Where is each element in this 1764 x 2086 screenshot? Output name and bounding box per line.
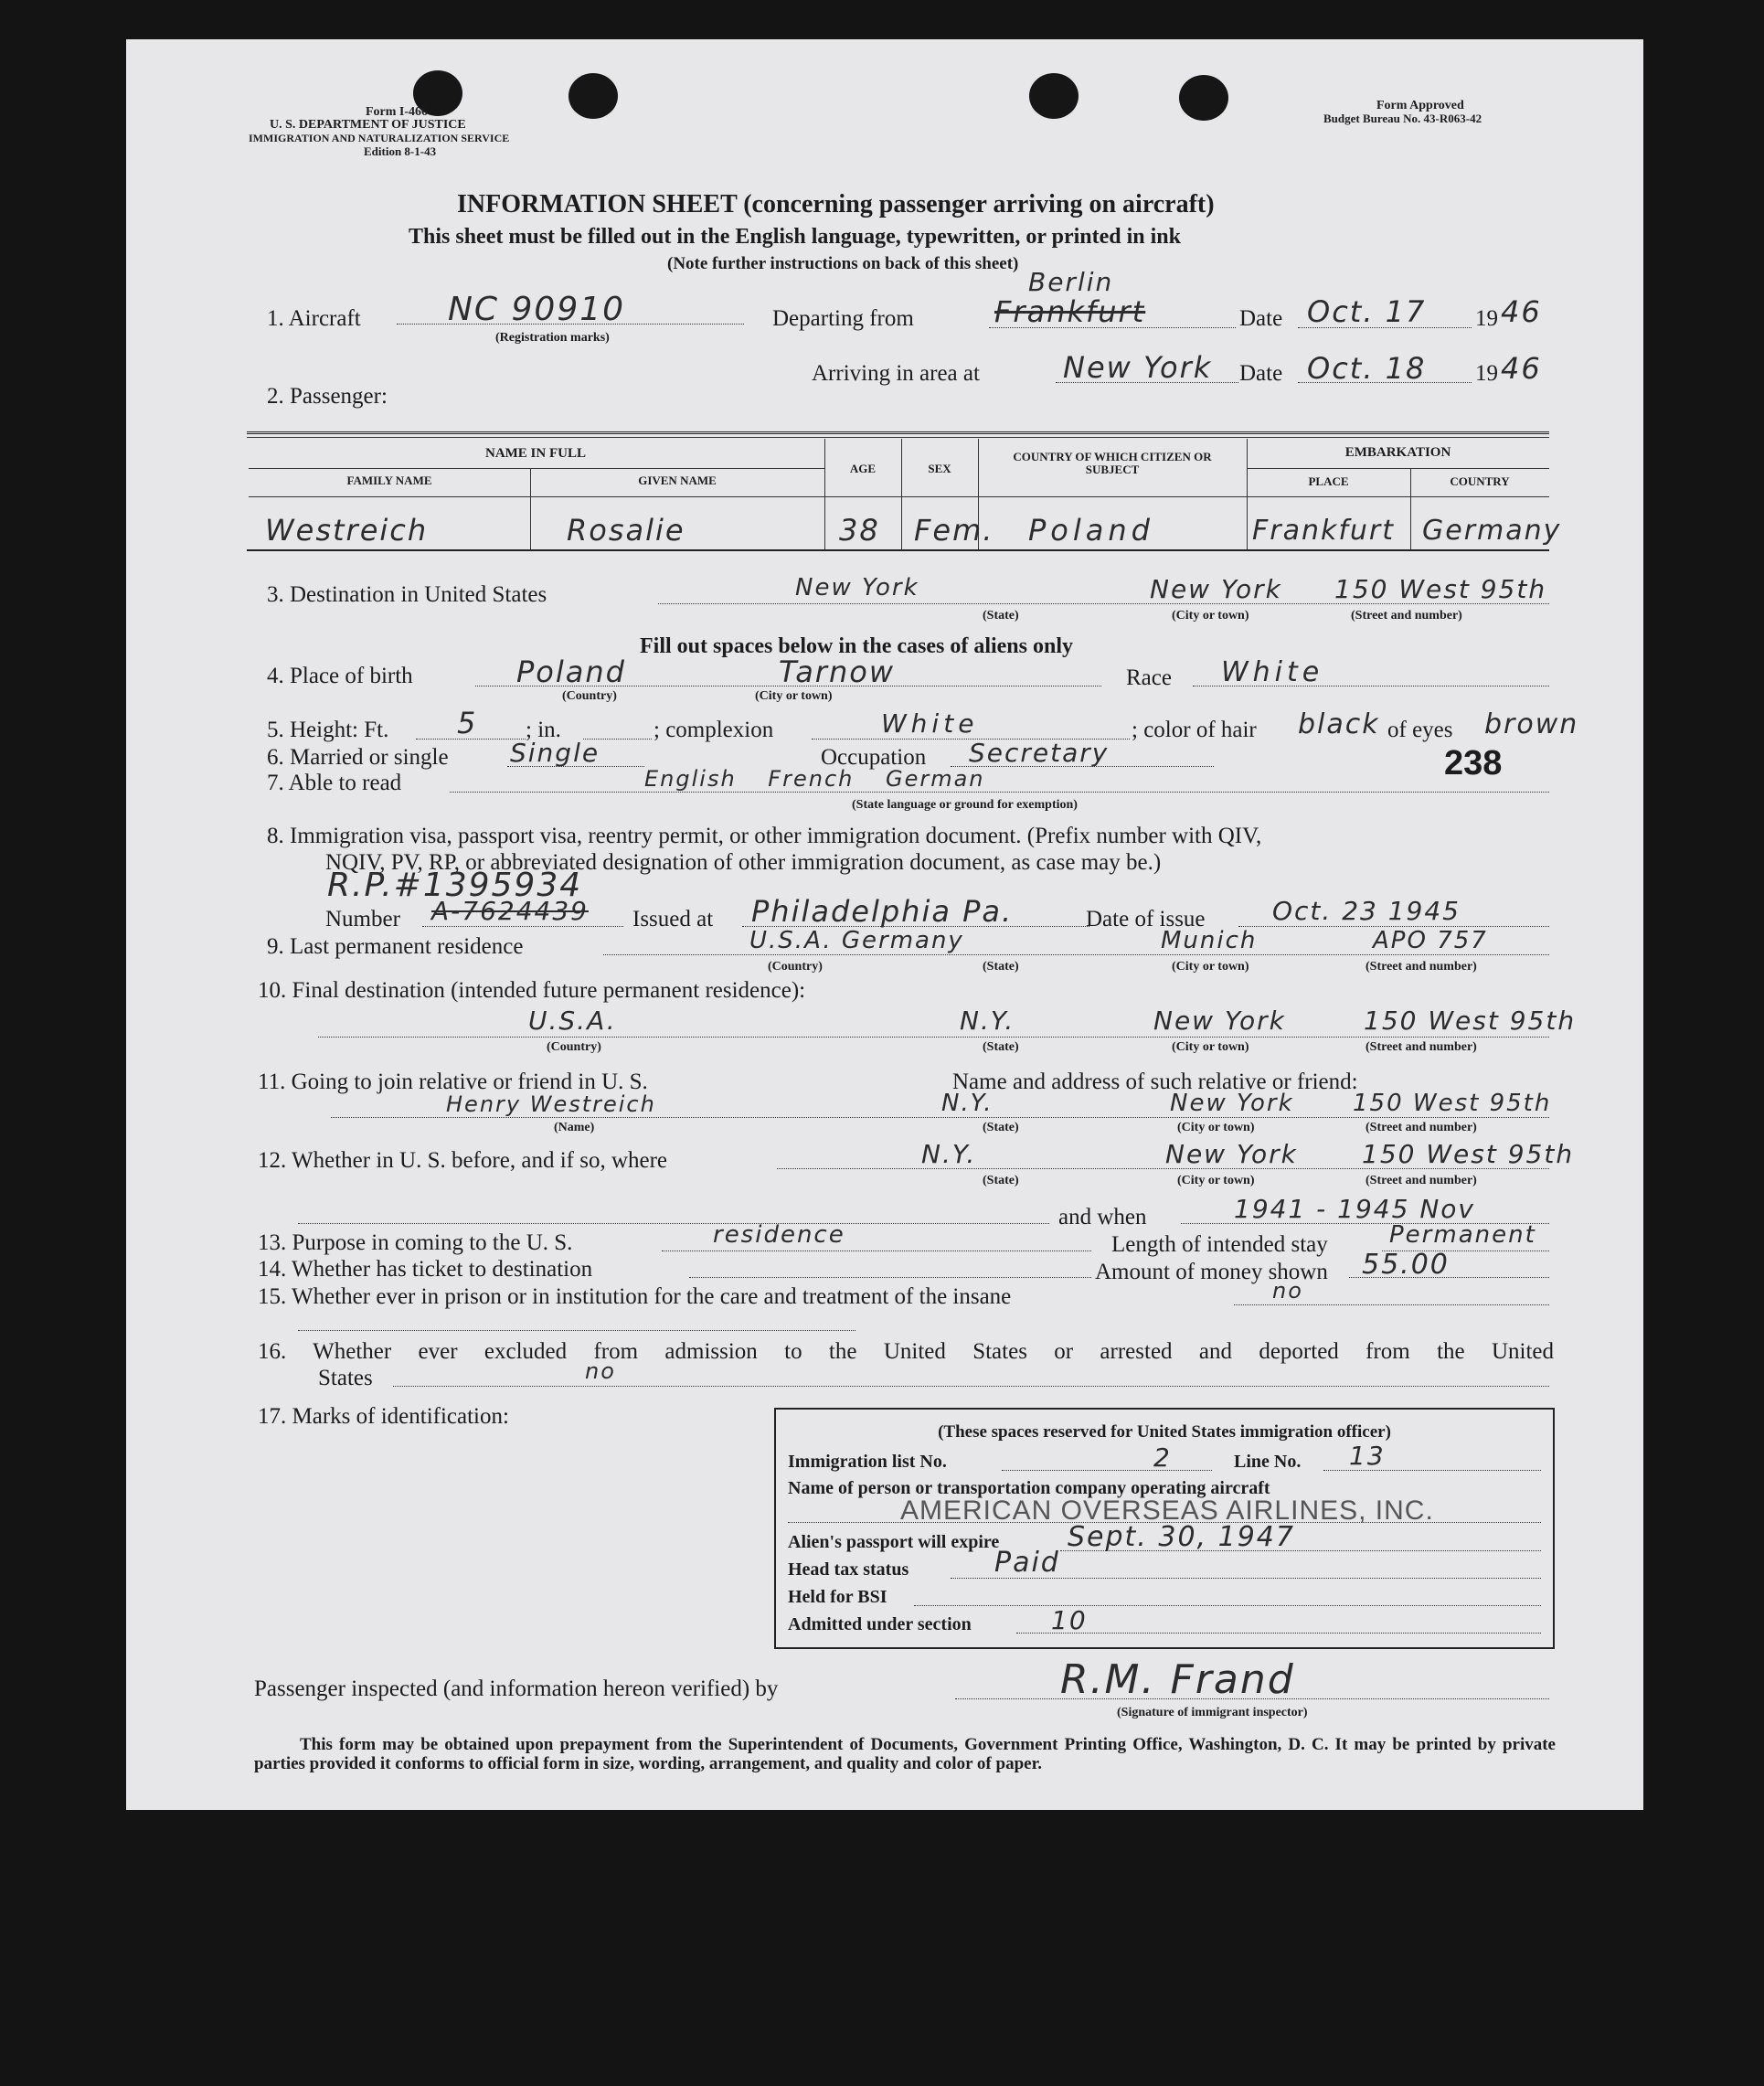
line-no-value: 13 [1349, 1441, 1386, 1471]
family-name-value: Westreich [265, 513, 429, 548]
name-in-full-header: NAME IN FULL [484, 446, 586, 461]
last-residence-label: 9. Last permanent residence [267, 934, 524, 959]
rel-street-value: 150 West 95th [1353, 1090, 1552, 1117]
number-label: Number [325, 907, 400, 931]
number-value: A-7624439 [431, 896, 589, 926]
list-no-label: Immigration list No. [788, 1452, 947, 1472]
arrive-date-value: Oct. 18 [1307, 351, 1427, 386]
depart-date-value: Oct. 17 [1307, 294, 1427, 329]
occupation-value: Secretary [969, 738, 1110, 768]
edition: Edition 8-1-43 [364, 144, 437, 158]
given-name-value: Rosalie [567, 513, 685, 548]
res-country-caption: (Country) [768, 960, 823, 974]
form-approved: Form Approved [1376, 99, 1464, 112]
issue-date-value: Oct. 23 1945 [1272, 896, 1461, 926]
family-name-header: FAMILY NAME [346, 474, 432, 487]
service: IMMIGRATION AND NATURALIZATION SERVICE [249, 132, 510, 144]
list-no-value: 2 [1153, 1442, 1172, 1473]
budget-bureau: Budget Bureau No. 43-R063-42 [1323, 112, 1482, 125]
footer-note: This form may be obtained upon prepayment from the Superintendent of Documents, Government Printing Office, Washington, D. C. It may be printed by private parties provided it conforms to official form in size, wording, arrangement, and quality and color of paper. [254, 1735, 1556, 1773]
hair-label: ; color of hair [1132, 718, 1257, 742]
final-city-caption: (City or town) [1172, 1040, 1249, 1054]
depart-year: 46 [1501, 294, 1542, 329]
complexion-value: White [881, 708, 979, 739]
dest-state-value: New York [795, 574, 919, 601]
rel-state-caption: (State) [983, 1121, 1019, 1134]
dest-city-value: New York [1150, 574, 1282, 604]
birth-label: 4. Place of birth [267, 664, 413, 688]
when-value: 1941 - 1945 Nov [1234, 1194, 1475, 1224]
depart-date-label: Date [1239, 306, 1283, 331]
res-street-caption: (Street and number) [1366, 960, 1477, 974]
res-country-value: U.S.A. Germany [749, 927, 964, 954]
read-value: English French German [644, 766, 985, 792]
money-label: Amount of money shown [1095, 1260, 1328, 1284]
country-header: COUNTRY [1450, 474, 1510, 488]
birth-country-value: Poland [516, 655, 626, 689]
height-ft-value: 5 [457, 706, 478, 740]
bsi-label: Held for BSI [788, 1587, 887, 1607]
age-header: AGE [849, 462, 877, 475]
sex-header: SEX [928, 462, 951, 475]
arrive-century: 19 [1475, 361, 1498, 386]
read-caption: (State language or ground for exemption) [852, 798, 1078, 812]
length-value: Permanent [1389, 1221, 1536, 1249]
rp-number-value: R.P.#1395934 [327, 867, 583, 904]
emb-country-value: Germany [1422, 515, 1562, 547]
arrive-date-label: Date [1239, 361, 1283, 386]
page-note: (Note further instructions on back of this sheet) [667, 254, 1019, 273]
purpose-label: 13. Purpose in coming to the U. S. [258, 1230, 573, 1255]
aircraft-value: NC 90910 [448, 291, 626, 328]
destination-label: 3. Destination in United States [267, 582, 547, 607]
page-title: INFORMATION SHEET (concerning passenger arriving on aircraft) [457, 190, 1215, 218]
and-when-label: and when [1058, 1205, 1147, 1229]
married-value: Single [510, 738, 600, 768]
excluded-label: 16. Whether ever excluded from admission to the United States or arrested and deported from the United [258, 1339, 1554, 1364]
prison-label: 15. Whether ever in prison or in institution for the care and treatment of the insane [258, 1284, 1012, 1309]
money-value: 55.00 [1362, 1249, 1450, 1281]
departing-label: Departing from [772, 306, 914, 331]
reserved-heading: (These spaces reserved for United States immigration officer) [938, 1422, 1391, 1442]
passenger-label: 2. Passenger: [267, 384, 388, 409]
before-city-caption: (City or town) [1177, 1174, 1255, 1187]
passport-expire-label: Alien's passport will expire [788, 1532, 1000, 1552]
issue-date-label: Date of issue [1086, 907, 1206, 931]
final-street-caption: (Street and number) [1366, 1040, 1477, 1054]
res-city-caption: (City or town) [1172, 960, 1249, 974]
relative-name-label: Name and address of such relative or friend: [952, 1070, 1358, 1094]
complexion-label: ; complexion [654, 718, 774, 742]
before-label: 12. Whether in U. S. before, and if so, where [258, 1148, 668, 1173]
occupation-label: Occupation [821, 745, 927, 770]
rel-city-value: New York [1170, 1090, 1294, 1117]
visa-label: 8. Immigration visa, passport visa, reentry permit, or other immigration document. (Prefix number with QIV, [267, 824, 1262, 848]
dest-city-caption: (City or town) [1172, 609, 1249, 623]
res-street-value: APO 757 [1373, 927, 1488, 954]
stamp-number: 238 [1444, 744, 1503, 782]
punch-hole [1179, 75, 1228, 121]
head-tax-label: Head tax status [788, 1559, 909, 1580]
before-street-value: 150 West 95th [1362, 1139, 1575, 1169]
married-label: 6. Married or single [267, 745, 449, 770]
department: U. S. DEPARTMENT OF JUSTICE [270, 118, 466, 132]
citizen-value: Poland [1028, 513, 1154, 548]
age-value: 38 [839, 513, 880, 548]
hair-value: black [1298, 708, 1380, 740]
race-label: Race [1126, 665, 1172, 690]
depart-century: 19 [1475, 306, 1498, 331]
eyes-value: brown [1484, 708, 1579, 740]
ticket-label: 14. Whether has ticket to destination [258, 1257, 593, 1282]
rel-city-caption: (City or town) [1177, 1121, 1255, 1134]
arrive-year: 46 [1501, 351, 1542, 386]
birth-city-value: Tarnow [779, 655, 895, 689]
marks-label: 17. Marks of identification: [258, 1404, 509, 1429]
excluded-value: no [585, 1358, 616, 1384]
embarkation-header: EMBARKATION [1344, 445, 1451, 460]
sex-value: Fem. [914, 513, 994, 548]
company-label: Name of person or transportation company operating aircraft [788, 1478, 1270, 1498]
aircraft-label: 1. Aircraft [267, 306, 361, 331]
departing-struck-value: Frankfurt [994, 294, 1146, 329]
punch-hole [569, 73, 618, 119]
rel-street-caption: (Street and number) [1366, 1121, 1477, 1134]
before-state-value: N.Y. [921, 1139, 977, 1169]
issued-at-label: Issued at [632, 907, 714, 931]
emb-place-value: Frankfurt [1252, 515, 1396, 547]
dest-street-caption: (Street and number) [1351, 609, 1462, 623]
rel-name-caption: (Name) [554, 1121, 595, 1134]
final-country-caption: (Country) [547, 1040, 601, 1054]
punch-hole [1029, 73, 1079, 119]
before-state-caption: (State) [983, 1174, 1019, 1187]
dest-street-value: 150 West 95th [1334, 574, 1547, 604]
prison-value: no [1272, 1278, 1303, 1304]
before-city-value: New York [1165, 1139, 1298, 1169]
place-header: PLACE [1308, 474, 1349, 488]
head-tax-value: Paid [994, 1547, 1060, 1579]
final-country-value: U.S.A. [528, 1006, 617, 1036]
visa-label-cont: NQIV, PV, RP, or abbreviated designation of other immigration document, as case may be.) [325, 850, 1162, 875]
inch-label: ; in. [526, 718, 561, 742]
issued-at-value: Philadelphia Pa. [751, 894, 1014, 929]
citizen-header: COUNTRY OF WHICH CITIZEN OR SUBJECT [1013, 450, 1212, 476]
birth-country-caption: (Country) [562, 689, 617, 703]
height-label: 5. Height: Ft. [267, 718, 389, 742]
passport-expire-value: Sept. 30, 1947 [1068, 1521, 1295, 1553]
aliens-only-heading: Fill out spaces below in the cases of aliens only [640, 634, 1074, 658]
race-value: White [1221, 656, 1324, 688]
length-label: Length of intended stay [1111, 1232, 1328, 1257]
read-label: 7. Able to read [267, 771, 402, 795]
form-number: Form I-466 [366, 105, 429, 119]
excluded-label-cont: States [318, 1366, 373, 1390]
birth-city-caption: (City or town) [755, 689, 833, 703]
eyes-label: of eyes [1387, 718, 1453, 742]
res-state-caption: (State) [983, 960, 1019, 974]
arriving-value: New York [1063, 350, 1213, 385]
admitted-label: Admitted under section [788, 1614, 972, 1634]
rel-name-value: Henry Westreich [446, 1091, 656, 1117]
before-street-caption: (Street and number) [1366, 1174, 1477, 1187]
final-state-caption: (State) [983, 1040, 1019, 1054]
rel-state-value: N.Y. [941, 1090, 994, 1117]
page-subtitle: This sheet must be filled out in the English language, typewritten, or printed in ink [409, 225, 1181, 249]
final-dest-label: 10. Final destination (intended future permanent residence): [258, 978, 806, 1003]
final-city-value: New York [1153, 1006, 1286, 1036]
inspected-label: Passenger inspected (and information hereon verified) by [254, 1676, 779, 1701]
line-no-label: Line No. [1234, 1452, 1302, 1472]
reg-marks-caption: (Registration marks) [495, 331, 610, 345]
dest-state-caption: (State) [983, 609, 1019, 623]
inspector-signature: R.M. Frand [1060, 1656, 1295, 1703]
join-label: 11. Going to join relative or friend in U. S. [258, 1070, 648, 1094]
given-name-header: GIVEN NAME [638, 474, 717, 487]
res-city-value: Munich [1161, 927, 1258, 954]
departing-new-value: Berlin [1028, 267, 1114, 297]
company-stamp: AMERICAN OVERSEAS AIRLINES, INC. [900, 1495, 1434, 1526]
purpose-value: residence [713, 1221, 845, 1249]
final-street-value: 150 West 95th [1364, 1006, 1577, 1036]
signature-caption: (Signature of immigrant inspector) [1117, 1706, 1308, 1719]
admitted-value: 10 [1051, 1605, 1088, 1635]
arriving-label: Arriving in area at [812, 361, 980, 386]
final-state-value: N.Y. [960, 1006, 1015, 1036]
